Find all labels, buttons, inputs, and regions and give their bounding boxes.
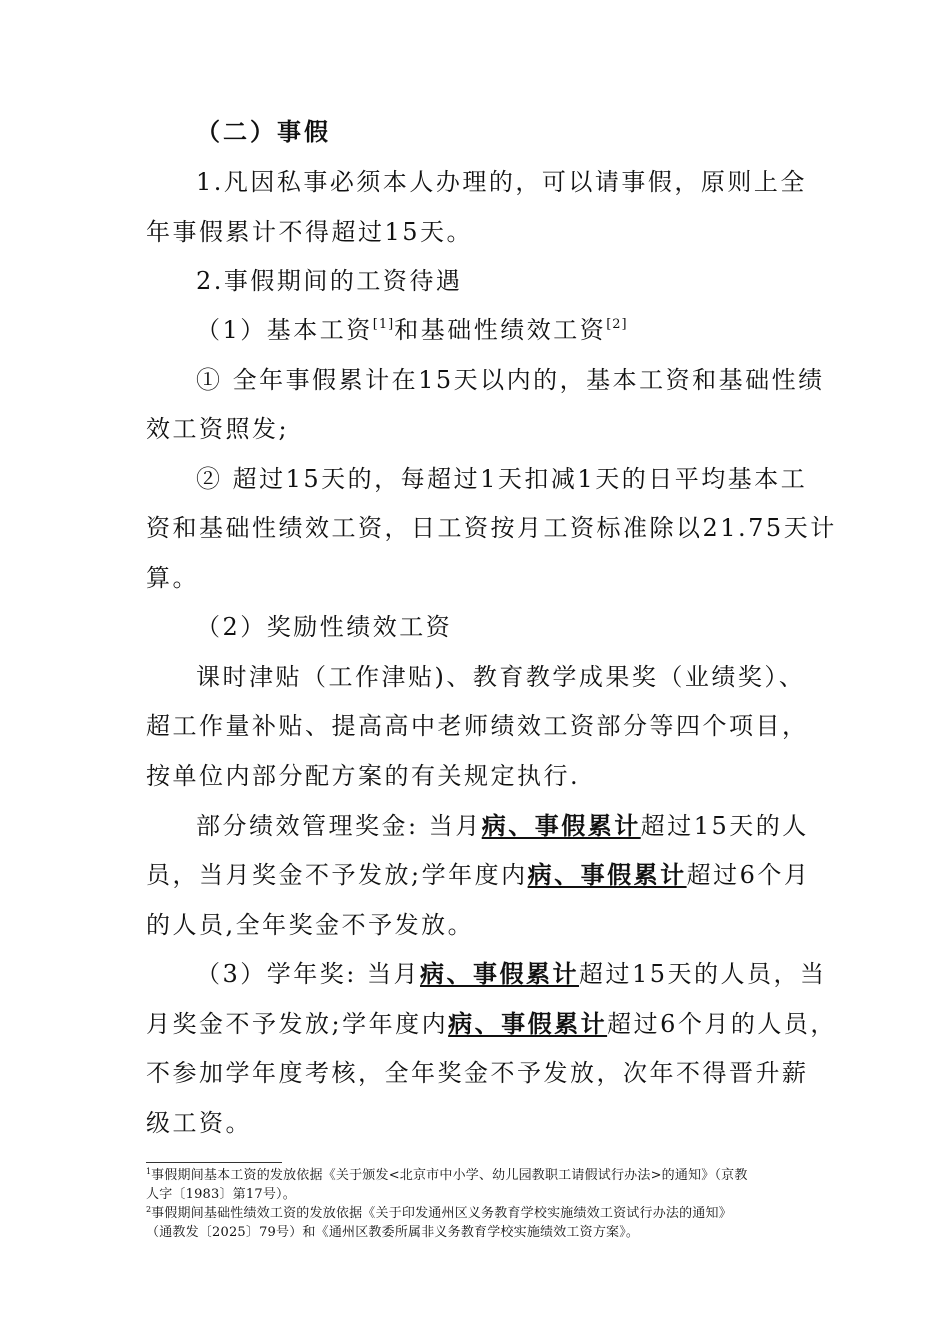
footnote-1-continued: 人字〔1983〕第17号）。 [146, 1187, 296, 1202]
footnote-1 [146, 1167, 748, 1185]
paragraph-line [196, 314, 628, 346]
paragraph-line: ② 超过15天的，每超过1天扣减1天的日平均基本工 [196, 465, 808, 493]
footnote-ref-1[interactable]: [1] [372, 317, 395, 332]
paragraph-line: 超工作量补贴、提高高中老师绩效工资部分等四个项目， [146, 712, 809, 740]
paragraph-line: ① 全年事假累计在15天以内的，基本工资和基础性绩 [196, 366, 825, 394]
paragraph-line: 算。 [146, 564, 199, 592]
paragraph-line: 1.凡因私事必须本人办理的，可以请事假，原则上全 [196, 168, 807, 196]
paragraph-line [196, 810, 809, 842]
paragraph-line: 按单位内部分配方案的有关规定执行. [146, 762, 581, 790]
emphasis-text: 病、事假累计 [448, 1009, 608, 1038]
paragraph-line: 资和基础性绩效工资，日工资按月工资标准除以21.75天计 [146, 514, 837, 542]
emphasis-text: 病、事假累计 [481, 811, 641, 840]
text-run: 超过6个月 [686, 861, 811, 889]
text-run: 超过15天的人 [640, 812, 809, 840]
footnote-2 [146, 1205, 732, 1223]
emphasis-text: 病、事假累计 [527, 860, 687, 889]
text-run: 和基础性绩效工资 [394, 316, 607, 344]
paragraph-line: 年事假累计不得超过15天。 [146, 218, 474, 246]
footnote-2-continued: （通教发〔2025〕79号）和《通州区教委所属非义务教育学校实施绩效工资方案》。 [146, 1225, 640, 1240]
text-run: 员，当月奖金不予发放;学年度内 [146, 861, 528, 889]
paragraph-line: 效工资照发; [146, 415, 290, 443]
text-run: 月奖金不予发放;学年度内 [146, 1010, 449, 1038]
text-run: 超过6个月的人员， [607, 1010, 837, 1038]
footnote-text: 事假期间基础性绩效工资的发放依据《关于印发通州区义务教育学校实施绩效工资试行办法的通知》 [151, 1206, 732, 1221]
text-run: 超过15天的人员，当 [578, 960, 827, 988]
text-run: 部分绩效管理奖金: 当月 [196, 812, 482, 840]
footnote-text: 事假期间基本工资的发放依据《关于颁发<北京市中小学、幼儿园教职工请假试行办法>的通知》（京教 [151, 1168, 748, 1183]
section-heading: （二）事假 [196, 117, 331, 146]
paragraph-line [196, 958, 827, 990]
emphasis-text: 病、事假累计 [419, 959, 579, 988]
text-run: （3）学年奖: 当月 [196, 960, 420, 988]
paragraph-line: 2.事假期间的工资待遇 [196, 267, 463, 295]
paragraph-line: 级工资。 [146, 1109, 252, 1137]
paragraph-line: 不参加学年度考核，全年奖金不予发放，次年不得晋升薪 [146, 1059, 809, 1087]
paragraph-line [146, 859, 810, 891]
footnote-ref-2[interactable]: [2] [606, 317, 628, 332]
footnote-mark: 1 [146, 1167, 152, 1176]
footnote-mark: 2 [146, 1205, 152, 1214]
paragraph-line: （2）奖励性绩效工资 [196, 613, 453, 641]
text-run: （1）基本工资 [196, 316, 373, 344]
paragraph-line: 的人员,全年奖金不予发放。 [146, 911, 475, 939]
paragraph-line: 课时津贴（工作津贴)、教育教学成果奖（业绩奖）、 [196, 663, 806, 691]
footnote-separator [146, 1162, 282, 1163]
paragraph-line [146, 1008, 837, 1040]
